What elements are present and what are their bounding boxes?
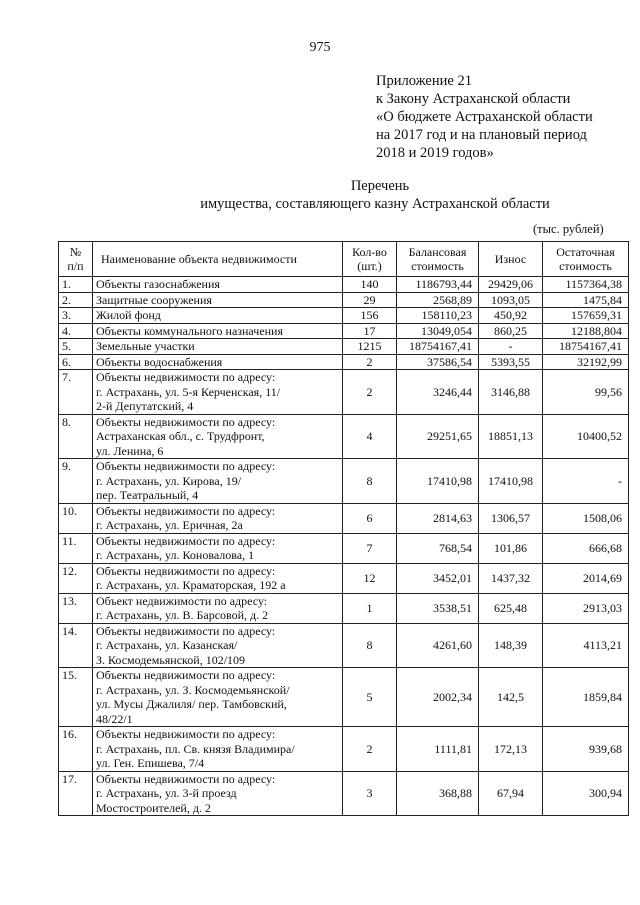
cell-qty: 156 [343, 308, 397, 324]
cell-residual: 18754167,41 [543, 339, 629, 355]
header-name: Наименование объекта недвижимости [93, 242, 343, 277]
cell-residual: 4113,21 [543, 623, 629, 668]
cell-balance: 3246,44 [397, 370, 479, 415]
title-line-1: Перечень [350, 178, 410, 194]
document-title [0, 177, 640, 213]
table-row [59, 370, 629, 415]
cell-qty: 1 [343, 593, 397, 623]
cell-num: 8. [59, 414, 93, 459]
cell-name: Объекты недвижимости по адресу: Астраханская обл., с. Трудфронт, ул. Ленина, 6 [93, 414, 343, 459]
cell-balance: 3452,01 [397, 563, 479, 593]
header-num: № п/п [59, 242, 93, 277]
cell-wear: 860,25 [479, 323, 543, 339]
cell-name: Объекты недвижимости по адресу: г. Астрахань, ул. 5-я Керченская, 11/ 2-й Депутатский, 4 [93, 370, 343, 415]
cell-residual: 1859,84 [543, 668, 629, 727]
cell-residual: 939,68 [543, 727, 629, 772]
cell-name: Объекты недвижимости по адресу: г. Астрахань, ул. Казанская/ З. Космодемьянской, 102/109 [93, 623, 343, 668]
cell-num: 4. [59, 323, 93, 339]
cell-balance: 29251,65 [397, 414, 479, 459]
cell-name: Объекты недвижимости по адресу: г. Астрахань, ул. Кирова, 19/ пер. Театральный, 4 [93, 459, 343, 504]
cell-balance: 17410,98 [397, 459, 479, 504]
cell-qty: 29 [343, 292, 397, 308]
cell-wear: 1437,32 [479, 563, 543, 593]
cell-residual: 99,56 [543, 370, 629, 415]
cell-wear: 101,86 [479, 533, 543, 563]
cell-residual: 2913,03 [543, 593, 629, 623]
cell-num: 14. [59, 623, 93, 668]
cell-wear: 17410,98 [479, 459, 543, 504]
cell-wear: 172,13 [479, 727, 543, 772]
cell-qty: 8 [343, 623, 397, 668]
cell-num: 16. [59, 727, 93, 772]
cell-num: 6. [59, 354, 93, 370]
appendix-line: 2018 и 2019 годов» [376, 145, 494, 161]
cell-balance: 18754167,41 [397, 339, 479, 355]
table-row [59, 459, 629, 504]
cell-residual: 300,94 [543, 771, 629, 816]
cell-name: Объекты недвижимости по адресу: г. Астрахань, ул. Коновалова, 1 [93, 533, 343, 563]
appendix-line: «О бюджете Астраханской области [376, 109, 593, 125]
cell-wear: - [479, 339, 543, 355]
cell-balance: 4261,60 [397, 623, 479, 668]
cell-num: 15. [59, 668, 93, 727]
cell-qty: 1215 [343, 339, 397, 355]
cell-qty: 2 [343, 354, 397, 370]
title-line-2: имущества, составляющего казну Астраханской области [200, 196, 550, 212]
units-label: (тыс. рублей) [533, 222, 604, 236]
cell-num: 1. [59, 277, 93, 293]
cell-name: Объекты недвижимости по адресу: г. Астрахань, ул. Краматорская, 192 а [93, 563, 343, 593]
cell-name: Объекты недвижимости по адресу: г. Астрахань, пл. Св. князя Владимира/ ул. Ген. Епишева, 7/4 [93, 727, 343, 772]
cell-num: 2. [59, 292, 93, 308]
cell-residual: 1475,84 [543, 292, 629, 308]
cell-balance: 2002,34 [397, 668, 479, 727]
cell-qty: 17 [343, 323, 397, 339]
cell-residual: 2014,69 [543, 563, 629, 593]
cell-num: 3. [59, 308, 93, 324]
table-row [59, 668, 629, 727]
header-qty: Кол-во (шт.) [343, 242, 397, 277]
table-row [59, 292, 629, 308]
appendix-line: на 2017 год и на плановый период [376, 127, 587, 143]
cell-wear: 1093,05 [479, 292, 543, 308]
cell-balance: 1111,81 [397, 727, 479, 772]
cell-name: Объекты недвижимости по адресу: г. Астрахань, ул. Еричная, 2а [93, 503, 343, 533]
header-wear: Износ [479, 242, 543, 277]
cell-num: 7. [59, 370, 93, 415]
cell-num: 17. [59, 771, 93, 816]
cell-name: Объекты недвижимости по адресу: г. Астрахань, ул. З. Космодемьянской/ ул. Мусы Джалиля/ пер. Тамбовский, 48/22/1 [93, 668, 343, 727]
appendix-line: к Закону Астраханской области [376, 91, 571, 107]
table-row [59, 503, 629, 533]
cell-wear: 5393,55 [479, 354, 543, 370]
cell-balance: 3538,51 [397, 593, 479, 623]
cell-qty: 140 [343, 277, 397, 293]
cell-num: 13. [59, 593, 93, 623]
table-row [59, 323, 629, 339]
cell-name: Объекты недвижимости по адресу: г. Астрахань, ул. 3-й проезд Мостостроителей, д. 2 [93, 771, 343, 816]
cell-qty: 7 [343, 533, 397, 563]
cell-residual: 10400,52 [543, 414, 629, 459]
cell-qty: 2 [343, 370, 397, 415]
page-number: 975 [309, 40, 331, 55]
cell-balance: 13049,054 [397, 323, 479, 339]
cell-qty: 3 [343, 771, 397, 816]
cell-wear: 625,48 [479, 593, 543, 623]
header-residual: Остаточная стоимость [543, 242, 629, 277]
table-row [59, 354, 629, 370]
cell-residual: 32192,99 [543, 354, 629, 370]
cell-name: Объекты коммунального назначения [93, 323, 343, 339]
table-row [59, 308, 629, 324]
cell-name: Объект недвижимости по адресу: г. Астрахань, ул. В. Барсовой, д. 2 [93, 593, 343, 623]
cell-name: Объекты водоснабжения [93, 354, 343, 370]
cell-num: 11. [59, 533, 93, 563]
cell-residual: - [543, 459, 629, 504]
table-row [59, 414, 629, 459]
table-header-row [59, 242, 629, 277]
cell-qty: 6 [343, 503, 397, 533]
cell-qty: 2 [343, 727, 397, 772]
cell-wear: 3146,88 [479, 370, 543, 415]
cell-wear: 148,39 [479, 623, 543, 668]
cell-balance: 368,88 [397, 771, 479, 816]
cell-residual: 12188,804 [543, 323, 629, 339]
table-row [59, 771, 629, 816]
table-body [59, 277, 629, 816]
cell-residual: 157659,31 [543, 308, 629, 324]
cell-num: 12. [59, 563, 93, 593]
cell-num: 10. [59, 503, 93, 533]
cell-qty: 4 [343, 414, 397, 459]
cell-balance: 1186793,44 [397, 277, 479, 293]
table-row [59, 623, 629, 668]
table-row [59, 593, 629, 623]
cell-name: Защитные сооружения [93, 292, 343, 308]
cell-num: 5. [59, 339, 93, 355]
table-row [59, 339, 629, 355]
cell-balance: 2814,63 [397, 503, 479, 533]
cell-wear: 18851,13 [479, 414, 543, 459]
header-balance: Балансовая стоимость [397, 242, 479, 277]
cell-balance: 158110,23 [397, 308, 479, 324]
cell-qty: 12 [343, 563, 397, 593]
cell-wear: 29429,06 [479, 277, 543, 293]
cell-balance: 2568,89 [397, 292, 479, 308]
table-row [59, 563, 629, 593]
table-row [59, 727, 629, 772]
cell-name: Жилой фонд [93, 308, 343, 324]
cell-name: Объекты газоснабжения [93, 277, 343, 293]
cell-qty: 8 [343, 459, 397, 504]
cell-residual: 1508,06 [543, 503, 629, 533]
cell-num: 9. [59, 459, 93, 504]
cell-residual: 1157364,38 [543, 277, 629, 293]
cell-wear: 67,94 [479, 771, 543, 816]
appendix-block [376, 72, 593, 162]
cell-wear: 450,92 [479, 308, 543, 324]
cell-balance: 768,54 [397, 533, 479, 563]
cell-balance: 37586,54 [397, 354, 479, 370]
cell-wear: 142,5 [479, 668, 543, 727]
table-row [59, 277, 629, 293]
cell-qty: 5 [343, 668, 397, 727]
table-row [59, 533, 629, 563]
cell-name: Земельные участки [93, 339, 343, 355]
appendix-line: Приложение 21 [376, 73, 472, 89]
cell-wear: 1306,57 [479, 503, 543, 533]
property-table [58, 241, 629, 816]
cell-residual: 666,68 [543, 533, 629, 563]
